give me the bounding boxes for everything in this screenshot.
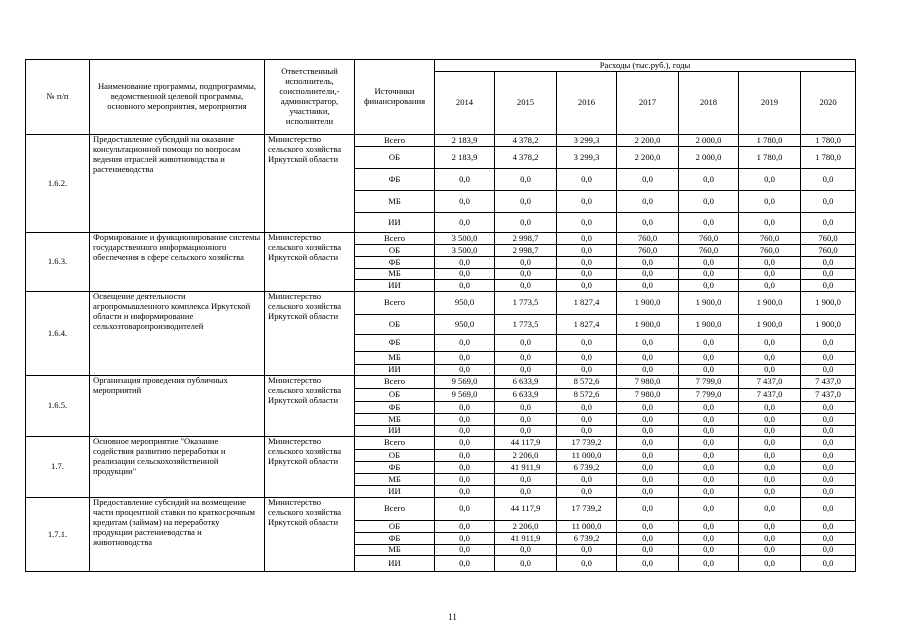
expense-value: 0,0: [435, 498, 495, 521]
expense-value: 0,0: [679, 474, 739, 486]
expense-value: 1 900,0: [739, 292, 801, 315]
expense-value: 0,0: [495, 169, 557, 191]
funding-source: ИИ: [355, 213, 435, 233]
expense-value: 0,0: [435, 257, 495, 269]
expense-value: 2 206,0: [495, 450, 557, 462]
expense-value: 0,0: [557, 169, 617, 191]
expense-value: 7 980,0: [617, 389, 679, 402]
expense-value: 0,0: [495, 426, 557, 437]
expense-value: 0,0: [679, 269, 739, 280]
expense-value: 3 500,0: [435, 233, 495, 245]
expense-value: 3 299,3: [557, 135, 617, 147]
expense-value: 11 000,0: [557, 521, 617, 533]
expense-value: 0,0: [435, 437, 495, 450]
expense-value: 0,0: [679, 257, 739, 269]
expense-value: 0,0: [739, 450, 801, 462]
funding-source: ИИ: [355, 556, 435, 572]
table-row: [26, 292, 856, 315]
expense-value: 0,0: [739, 486, 801, 498]
expense-value: 0,0: [739, 533, 801, 545]
expense-value: 41 911,9: [495, 533, 557, 545]
expense-value: 1 900,0: [679, 315, 739, 335]
expense-value: 0,0: [679, 486, 739, 498]
item-responsible: Министерство сельского хозяйства Иркутской области: [265, 135, 355, 233]
header-year: 2015: [495, 72, 557, 135]
item-responsible: Министерство сельского хозяйства Иркутской области: [265, 498, 355, 572]
expense-value: 0,0: [679, 450, 739, 462]
expense-value: 0,0: [495, 280, 557, 292]
expense-value: 0,0: [739, 257, 801, 269]
expense-value: 0,0: [557, 233, 617, 245]
expense-value: 0,0: [739, 521, 801, 533]
expense-value: 0,0: [801, 280, 856, 292]
expense-value: 0,0: [557, 257, 617, 269]
funding-source: ОБ: [355, 315, 435, 335]
funding-source: Всего: [355, 292, 435, 315]
expense-value: 0,0: [739, 365, 801, 376]
expense-value: 0,0: [617, 450, 679, 462]
expense-value: 17 739,2: [557, 437, 617, 450]
expense-value: 0,0: [801, 352, 856, 365]
expense-value: 2 998,7: [495, 233, 557, 245]
funding-source: МБ: [355, 474, 435, 486]
expense-value: 2 200,0: [617, 147, 679, 169]
expense-value: 0,0: [739, 352, 801, 365]
header-name: Наименование программы, подпрограммы, ведомственной целевой программы, основного мероприятия, мероприятия: [90, 60, 265, 135]
expense-value: 0,0: [679, 213, 739, 233]
expense-value: 0,0: [739, 191, 801, 213]
item-name: Предоставление субсидий на возмещение части процентной ставки по краткосрочным кредитам (займам) на переработку продукции растениеводства и животноводства: [90, 498, 265, 572]
expense-value: 0,0: [557, 191, 617, 213]
funding-source: ОБ: [355, 521, 435, 533]
expense-value: 0,0: [557, 365, 617, 376]
expense-value: 0,0: [739, 402, 801, 414]
expense-value: 41 911,9: [495, 462, 557, 474]
expense-value: 1 900,0: [801, 315, 856, 335]
expense-value: 0,0: [739, 335, 801, 352]
expense-value: 0,0: [739, 426, 801, 437]
expense-value: 0,0: [617, 486, 679, 498]
expense-value: 0,0: [679, 498, 739, 521]
header-year: 2020: [801, 72, 856, 135]
header-year: 2017: [617, 72, 679, 135]
table-row: [26, 498, 856, 521]
funding-source: ФБ: [355, 169, 435, 191]
expense-value: 0,0: [617, 352, 679, 365]
expense-value: 4 378,2: [495, 147, 557, 169]
item-number: 1.7.1.: [26, 498, 90, 572]
expense-value: 17 739,2: [557, 498, 617, 521]
expense-value: 0,0: [679, 280, 739, 292]
item-responsible: Министерство сельского хозяйства Иркутской области: [265, 292, 355, 376]
expense-value: 0,0: [435, 556, 495, 572]
expense-value: 6 633,9: [495, 389, 557, 402]
item-number: 1.6.4.: [26, 292, 90, 376]
expense-value: 0,0: [617, 498, 679, 521]
expense-value: 0,0: [679, 414, 739, 426]
funding-source: ФБ: [355, 402, 435, 414]
expense-value: 0,0: [679, 556, 739, 572]
expense-value: 1 780,0: [801, 135, 856, 147]
expense-value: 0,0: [435, 414, 495, 426]
expense-value: 0,0: [617, 213, 679, 233]
expense-value: 0,0: [617, 365, 679, 376]
expense-value: 0,0: [801, 437, 856, 450]
item-number: 1.6.3.: [26, 233, 90, 292]
expense-value: 0,0: [495, 474, 557, 486]
expense-value: 0,0: [679, 521, 739, 533]
expense-value: 0,0: [617, 556, 679, 572]
expense-value: 0,0: [801, 450, 856, 462]
funding-source: МБ: [355, 352, 435, 365]
expense-value: 0,0: [801, 545, 856, 556]
item-number: 1.6.5.: [26, 376, 90, 437]
expense-value: 1 827,4: [557, 315, 617, 335]
expense-value: 0,0: [435, 486, 495, 498]
expense-value: 760,0: [739, 233, 801, 245]
expense-value: 7 799,0: [679, 389, 739, 402]
expense-value: 0,0: [679, 169, 739, 191]
expense-value: 0,0: [495, 545, 557, 556]
expense-value: 0,0: [435, 191, 495, 213]
funding-source: ОБ: [355, 245, 435, 257]
header-year: 2014: [435, 72, 495, 135]
expense-value: 0,0: [739, 280, 801, 292]
expense-value: 0,0: [495, 335, 557, 352]
expense-value: 0,0: [557, 269, 617, 280]
expense-value: 0,0: [557, 402, 617, 414]
funding-source: ИИ: [355, 426, 435, 437]
expense-value: 950,0: [435, 315, 495, 335]
expense-value: 2 183,9: [435, 147, 495, 169]
expense-value: 0,0: [557, 352, 617, 365]
expense-value: 0,0: [495, 402, 557, 414]
expense-value: 2 206,0: [495, 521, 557, 533]
expense-value: 0,0: [801, 269, 856, 280]
expense-value: 0,0: [495, 213, 557, 233]
expense-value: 0,0: [435, 402, 495, 414]
financing-table: [25, 59, 856, 572]
expense-value: 0,0: [557, 474, 617, 486]
expense-value: 0,0: [435, 462, 495, 474]
funding-source: ФБ: [355, 533, 435, 545]
expense-value: 0,0: [557, 245, 617, 257]
expense-value: 0,0: [679, 191, 739, 213]
expense-value: 0,0: [617, 521, 679, 533]
expense-value: 760,0: [801, 245, 856, 257]
item-name: Организация проведения публичных мероприятий: [90, 376, 265, 437]
expense-value: 8 572,6: [557, 389, 617, 402]
expense-value: 0,0: [435, 335, 495, 352]
expense-value: 44 117,9: [495, 498, 557, 521]
expense-value: 760,0: [739, 245, 801, 257]
expense-value: 760,0: [617, 233, 679, 245]
expense-value: 0,0: [557, 556, 617, 572]
expense-value: 0,0: [557, 335, 617, 352]
expense-value: 0,0: [679, 402, 739, 414]
expense-value: 0,0: [617, 545, 679, 556]
expense-value: 0,0: [435, 450, 495, 462]
expense-value: 0,0: [617, 426, 679, 437]
expense-value: 1 900,0: [739, 315, 801, 335]
expense-value: 7 437,0: [739, 376, 801, 389]
expense-value: 0,0: [557, 426, 617, 437]
funding-source: ФБ: [355, 462, 435, 474]
table-body: [26, 135, 856, 572]
expense-value: 0,0: [557, 280, 617, 292]
expense-value: 0,0: [739, 169, 801, 191]
expense-value: 0,0: [435, 521, 495, 533]
expense-value: 0,0: [801, 533, 856, 545]
funding-source: Всего: [355, 233, 435, 245]
expense-value: 0,0: [617, 280, 679, 292]
expense-value: 0,0: [801, 402, 856, 414]
item-responsible: Министерство сельского хозяйства Иркутской области: [265, 376, 355, 437]
expense-value: 0,0: [801, 521, 856, 533]
expense-value: 0,0: [801, 365, 856, 376]
expense-value: 0,0: [739, 437, 801, 450]
funding-source: ОБ: [355, 389, 435, 402]
expense-value: 6 739,2: [557, 462, 617, 474]
header-responsible: Ответственный исполнитель, соисполнители,- администратор, участники, исполнители: [265, 60, 355, 135]
expense-value: 0,0: [679, 426, 739, 437]
expense-value: 3 500,0: [435, 245, 495, 257]
funding-source: ИИ: [355, 365, 435, 376]
expense-value: 2 200,0: [617, 135, 679, 147]
expense-value: 0,0: [801, 462, 856, 474]
expense-value: 0,0: [617, 269, 679, 280]
table-header: [26, 60, 856, 135]
expense-value: 0,0: [495, 486, 557, 498]
expense-value: 0,0: [495, 257, 557, 269]
expense-value: 4 378,2: [495, 135, 557, 147]
expense-value: 0,0: [801, 474, 856, 486]
expense-value: 0,0: [739, 414, 801, 426]
expense-value: 0,0: [801, 414, 856, 426]
expense-value: 0,0: [557, 213, 617, 233]
expense-value: 6 633,9: [495, 376, 557, 389]
expense-value: 0,0: [617, 474, 679, 486]
expense-value: 1 773,5: [495, 315, 557, 335]
expense-value: 0,0: [557, 486, 617, 498]
expense-value: 7 437,0: [801, 376, 856, 389]
expense-value: 0,0: [435, 533, 495, 545]
expense-value: 8 572,6: [557, 376, 617, 389]
expense-value: 0,0: [435, 545, 495, 556]
expense-value: 760,0: [617, 245, 679, 257]
expense-value: 2 000,0: [679, 147, 739, 169]
expense-value: 2 998,7: [495, 245, 557, 257]
item-name: Основное мероприятие "Оказание содействия развитию переработки и реализации сельскохозяйственной продукции": [90, 437, 265, 498]
expense-value: 7 437,0: [739, 389, 801, 402]
expense-value: 2 183,9: [435, 135, 495, 147]
expense-value: 1 827,4: [557, 292, 617, 315]
expense-value: 1 780,0: [739, 147, 801, 169]
funding-source: ОБ: [355, 450, 435, 462]
expense-value: 0,0: [617, 437, 679, 450]
expense-value: 0,0: [435, 280, 495, 292]
expense-value: 1 900,0: [617, 292, 679, 315]
funding-source: Всего: [355, 437, 435, 450]
item-name: Освещение деятельности агропромышленного комплекса Иркутской области и информирование сельхозтоваропроизводителей: [90, 292, 265, 376]
funding-source: ОБ: [355, 147, 435, 169]
expense-value: 0,0: [801, 191, 856, 213]
expense-value: 9 569,0: [435, 389, 495, 402]
header-year: 2018: [679, 72, 739, 135]
expense-value: 0,0: [801, 556, 856, 572]
expense-value: 0,0: [617, 533, 679, 545]
expense-value: 11 000,0: [557, 450, 617, 462]
funding-source: Всего: [355, 498, 435, 521]
expense-value: 0,0: [679, 365, 739, 376]
expense-value: 2 000,0: [679, 135, 739, 147]
funding-source: Всего: [355, 376, 435, 389]
expense-value: 0,0: [739, 545, 801, 556]
expense-value: 760,0: [801, 233, 856, 245]
expense-value: 9 569,0: [435, 376, 495, 389]
expense-value: 0,0: [557, 414, 617, 426]
expense-value: 0,0: [617, 402, 679, 414]
expense-value: 44 117,9: [495, 437, 557, 450]
expense-value: 0,0: [739, 213, 801, 233]
item-number: 1.7.: [26, 437, 90, 498]
expense-value: 0,0: [739, 556, 801, 572]
expense-value: 0,0: [679, 533, 739, 545]
expense-value: 0,0: [435, 169, 495, 191]
expense-value: 0,0: [617, 169, 679, 191]
expense-value: 0,0: [739, 269, 801, 280]
header-num: № п/п: [26, 60, 90, 135]
item-responsible: Министерство сельского хозяйства Иркутской области: [265, 437, 355, 498]
expense-value: 3 299,3: [557, 147, 617, 169]
table-row: [26, 135, 856, 147]
expense-value: 0,0: [801, 169, 856, 191]
funding-source: МБ: [355, 545, 435, 556]
table-row: [26, 233, 856, 245]
expense-value: 0,0: [495, 269, 557, 280]
expense-value: 0,0: [495, 414, 557, 426]
expense-value: 0,0: [801, 335, 856, 352]
expense-value: 7 980,0: [617, 376, 679, 389]
expense-value: 0,0: [435, 269, 495, 280]
header-expenses: Расходы (тыс.руб.), годы: [435, 60, 856, 72]
item-responsible: Министерство сельского хозяйства Иркутской области: [265, 233, 355, 292]
expense-value: 0,0: [617, 462, 679, 474]
item-number: 1.6.2.: [26, 135, 90, 233]
funding-source: ИИ: [355, 280, 435, 292]
expense-value: 0,0: [679, 352, 739, 365]
expense-value: 1 900,0: [801, 292, 856, 315]
funding-source: Всего: [355, 135, 435, 147]
funding-source: ИИ: [355, 486, 435, 498]
expense-value: 0,0: [435, 474, 495, 486]
expense-value: 950,0: [435, 292, 495, 315]
funding-source: МБ: [355, 269, 435, 280]
expense-value: 0,0: [679, 462, 739, 474]
item-name: Предоставление субсидий на оказание консультационной помощи по вопросам ведения отраслей животноводства и растениеводства: [90, 135, 265, 233]
expense-value: 0,0: [495, 191, 557, 213]
funding-source: МБ: [355, 414, 435, 426]
expense-value: 0,0: [739, 462, 801, 474]
expense-value: 1 780,0: [801, 147, 856, 169]
expense-value: 1 900,0: [617, 315, 679, 335]
expense-value: 1 900,0: [679, 292, 739, 315]
expense-value: 760,0: [679, 245, 739, 257]
expense-value: 0,0: [495, 556, 557, 572]
expense-value: 0,0: [617, 335, 679, 352]
page-number: 11: [448, 612, 457, 622]
expense-value: 0,0: [679, 545, 739, 556]
header-year: 2019: [739, 72, 801, 135]
expense-value: 0,0: [435, 352, 495, 365]
expense-value: 7 799,0: [679, 376, 739, 389]
expense-value: 0,0: [495, 365, 557, 376]
expense-value: 6 739,2: [557, 533, 617, 545]
table-row: [26, 376, 856, 389]
expense-value: 7 437,0: [801, 389, 856, 402]
item-name: Формирование и функционирование системы государственного информационного обеспечения в сфере сельского хозяйства: [90, 233, 265, 292]
table-row: [26, 437, 856, 450]
expense-value: 0,0: [801, 426, 856, 437]
expense-value: 760,0: [679, 233, 739, 245]
expense-value: 1 780,0: [739, 135, 801, 147]
expense-value: 0,0: [801, 486, 856, 498]
header-sources: Источники финансирования: [355, 60, 435, 135]
expense-value: 0,0: [801, 257, 856, 269]
expense-value: 0,0: [739, 474, 801, 486]
expense-value: 0,0: [739, 498, 801, 521]
expense-value: 0,0: [679, 335, 739, 352]
header-year: 2016: [557, 72, 617, 135]
expense-value: 0,0: [435, 365, 495, 376]
expense-value: 0,0: [435, 426, 495, 437]
expense-value: 0,0: [495, 352, 557, 365]
funding-source: ФБ: [355, 257, 435, 269]
expense-value: 0,0: [557, 545, 617, 556]
expense-value: 0,0: [801, 498, 856, 521]
expense-value: 0,0: [617, 414, 679, 426]
expense-value: 0,0: [617, 191, 679, 213]
expense-value: 0,0: [801, 213, 856, 233]
expense-value: 0,0: [617, 257, 679, 269]
funding-source: ФБ: [355, 335, 435, 352]
expense-value: 0,0: [435, 213, 495, 233]
expense-value: 0,0: [679, 437, 739, 450]
funding-source: МБ: [355, 191, 435, 213]
expense-value: 1 773,5: [495, 292, 557, 315]
